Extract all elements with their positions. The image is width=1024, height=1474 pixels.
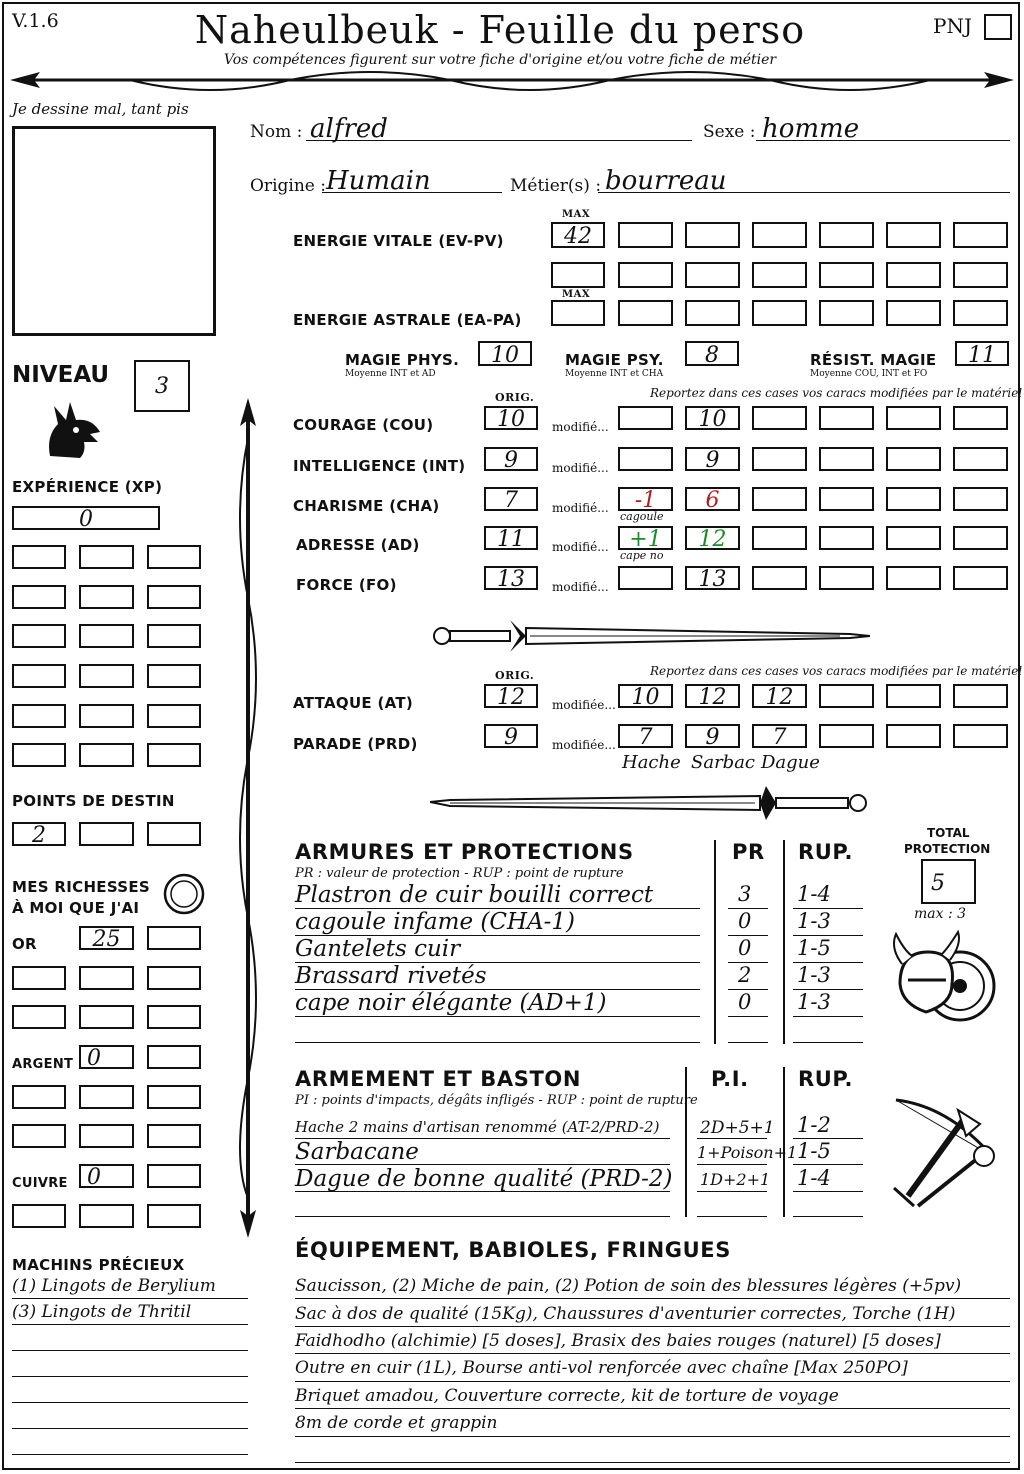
armure-name[interactable]: cagoule infame (CHA-1) bbox=[295, 909, 575, 935]
armures-col-divider bbox=[783, 840, 785, 1044]
magie-phys-label: MAGIE PHYS. bbox=[345, 351, 460, 369]
armement-subtitle: PI : points d'impacts, dégâts infligés - RUP : point de rupture bbox=[295, 1093, 698, 1108]
nom-underline bbox=[306, 140, 692, 141]
armure-rup[interactable]: 1-3 bbox=[797, 963, 831, 987]
carac-mod-box[interactable] bbox=[819, 406, 874, 430]
weapon-name: Hache bbox=[622, 752, 681, 773]
money-box[interactable] bbox=[79, 1085, 134, 1109]
arme-rup[interactable]: 1-5 bbox=[797, 1139, 831, 1163]
arme-line bbox=[697, 1164, 767, 1165]
equipement-underline bbox=[295, 1381, 1010, 1382]
ev-box[interactable] bbox=[618, 222, 673, 248]
arme-pi[interactable]: 1+Poison+1 bbox=[697, 1143, 798, 1162]
xp-box[interactable] bbox=[147, 545, 201, 569]
at-mod-box[interactable] bbox=[618, 684, 673, 708]
xp-box[interactable] bbox=[79, 545, 134, 569]
weapon-name: Sarbac bbox=[691, 752, 756, 773]
carac-mod-box[interactable] bbox=[618, 526, 673, 550]
carac-mod-box[interactable] bbox=[953, 406, 1008, 430]
xp-box[interactable] bbox=[79, 624, 134, 648]
carac-label-cha: CHARISME (CHA) bbox=[293, 497, 440, 515]
or-label: OR bbox=[12, 935, 37, 953]
cuivre-value: 0 bbox=[87, 1165, 101, 1190]
equipement-underline bbox=[295, 1462, 1010, 1463]
ev-box[interactable] bbox=[752, 222, 807, 248]
machin-line bbox=[12, 1428, 248, 1429]
cuivre-box[interactable] bbox=[147, 1164, 201, 1188]
prd-mod-box[interactable] bbox=[752, 724, 807, 748]
armure-pr[interactable]: 0 bbox=[738, 990, 752, 1014]
armure-line bbox=[793, 1042, 863, 1043]
pnj-checkbox[interactable] bbox=[984, 14, 1012, 40]
total-protection-value: 5 bbox=[931, 871, 945, 896]
armement-title: ARMEMENT ET BASTON bbox=[295, 1067, 582, 1091]
ea-box[interactable] bbox=[752, 300, 807, 326]
carac-orig-value: 11 bbox=[497, 527, 525, 552]
carac-mod-box[interactable] bbox=[685, 406, 740, 430]
machin-item[interactable]: (3) Lingots de Thritil bbox=[12, 1302, 192, 1322]
modifie-label: modifié... bbox=[552, 420, 609, 434]
prd-mod-box[interactable] bbox=[953, 724, 1008, 748]
armure-name[interactable]: Gantelets cuir bbox=[295, 936, 461, 962]
total-protection-label-2: PROTECTION bbox=[904, 842, 991, 856]
carac-mod-box[interactable] bbox=[752, 447, 807, 471]
xp-label: EXPÉRIENCE (XP) bbox=[12, 478, 163, 496]
money-box[interactable] bbox=[79, 1204, 134, 1228]
or-box[interactable] bbox=[79, 926, 134, 950]
metier-value[interactable]: bourreau bbox=[605, 166, 727, 196]
money-box[interactable] bbox=[147, 966, 201, 990]
carac-mod-box[interactable] bbox=[953, 487, 1008, 511]
arme-name[interactable]: Sarbacane bbox=[295, 1139, 419, 1165]
armure-line bbox=[295, 1016, 700, 1017]
destin-label: POINTS DE DESTIN bbox=[12, 792, 175, 810]
carac-mod-box[interactable] bbox=[953, 447, 1008, 471]
armure-pr[interactable]: 0 bbox=[738, 936, 752, 960]
richesses-label-1: MES RICHESSES bbox=[12, 878, 151, 896]
ev-max-value: 42 bbox=[564, 224, 592, 249]
ev-box[interactable] bbox=[819, 262, 874, 288]
argent-label: ARGENT bbox=[12, 1057, 74, 1072]
money-box[interactable] bbox=[12, 1124, 66, 1148]
armement-col-divider bbox=[783, 1067, 785, 1217]
machin-line bbox=[12, 1350, 248, 1351]
xp-box[interactable] bbox=[12, 704, 66, 728]
arme-name[interactable]: Dague de bonne qualité (PRD-2) bbox=[295, 1166, 673, 1192]
armure-name[interactable]: cape noir élégante (AD+1) bbox=[295, 990, 607, 1016]
armure-pr[interactable]: 3 bbox=[738, 882, 752, 906]
prd-mod-box[interactable] bbox=[886, 724, 941, 748]
xp-value: 0 bbox=[79, 507, 93, 532]
equipement-underline bbox=[295, 1353, 1010, 1354]
carac-orig-value: 13 bbox=[497, 567, 525, 592]
carac-orig-value: 10 bbox=[497, 407, 525, 432]
armement-col-divider bbox=[685, 1067, 687, 1217]
or-box[interactable] bbox=[147, 926, 201, 950]
modifie-label: modifié... bbox=[552, 540, 609, 554]
machin-item[interactable]: (1) Lingots de Berylium bbox=[12, 1276, 216, 1296]
modifie-label: modifiée... bbox=[552, 738, 616, 752]
pr-header: PR bbox=[732, 840, 765, 864]
arme-line bbox=[793, 1191, 863, 1192]
equipement-underline bbox=[295, 1436, 1010, 1437]
sexe-label: Sexe : bbox=[703, 122, 756, 142]
carac-mod-value: +1 bbox=[629, 527, 662, 552]
pnj-label: PNJ bbox=[933, 14, 972, 38]
armure-pr[interactable]: 2 bbox=[738, 963, 752, 987]
arme-pi[interactable]: 1D+2+1 bbox=[700, 1170, 771, 1189]
sheet-title: Naheulbeuk - Feuille du perso bbox=[194, 8, 806, 52]
xp-box[interactable] bbox=[12, 664, 66, 688]
arme-rup[interactable]: 1-4 bbox=[797, 1166, 831, 1190]
carac-mod-box[interactable] bbox=[752, 406, 807, 430]
origine-label: Origine : bbox=[250, 176, 326, 196]
vertical-spear-ornament bbox=[230, 398, 266, 1238]
pi-header: P.I. bbox=[711, 1067, 749, 1091]
argent-box[interactable] bbox=[147, 1045, 201, 1069]
arme-pi[interactable]: 2D+5+1 bbox=[700, 1118, 775, 1138]
ea-box[interactable] bbox=[685, 300, 740, 326]
carac-mod-box[interactable] bbox=[953, 566, 1008, 590]
ev-box[interactable] bbox=[752, 262, 807, 288]
at-mod-box[interactable] bbox=[953, 684, 1008, 708]
carac-label-cou: COURAGE (COU) bbox=[293, 416, 434, 434]
carac-mod-note: cape no bbox=[620, 549, 664, 562]
money-box[interactable] bbox=[12, 1005, 66, 1029]
arme-line bbox=[295, 1164, 670, 1165]
arme-line bbox=[697, 1216, 767, 1217]
armure-rup[interactable]: 1-4 bbox=[797, 882, 831, 906]
or-value: 25 bbox=[92, 927, 121, 952]
destin-box[interactable] bbox=[147, 822, 201, 846]
at-mod-value: 12 bbox=[765, 685, 794, 710]
armure-rup[interactable]: 1-5 bbox=[797, 936, 831, 960]
max-protection-note: max : 3 bbox=[914, 906, 967, 922]
carac-mod-box[interactable] bbox=[886, 406, 941, 430]
equipement-underline bbox=[295, 1408, 1010, 1409]
at-mod-value: 12 bbox=[698, 685, 727, 710]
carac-orig-box[interactable] bbox=[484, 566, 538, 590]
carac-mod-box[interactable] bbox=[886, 487, 941, 511]
xp-box[interactable] bbox=[12, 545, 66, 569]
modifie-label: modifié... bbox=[552, 461, 609, 475]
prd-label: PARADE (PRD) bbox=[293, 735, 418, 753]
carac-orig-box[interactable] bbox=[484, 447, 538, 471]
caracs-orig-label: ORIG. bbox=[495, 391, 535, 404]
dragon-icon bbox=[40, 396, 106, 462]
arme-line bbox=[295, 1191, 670, 1192]
carac-mod-box[interactable] bbox=[752, 526, 807, 550]
ea-box[interactable] bbox=[618, 300, 673, 326]
carac-mod-value: 13 bbox=[698, 567, 727, 592]
carac-orig-value: 9 bbox=[504, 448, 518, 473]
caracs-report-note: Reportez dans ces cases vos caracs modifiées par le matériel bbox=[650, 386, 1023, 400]
prd-mod-box[interactable] bbox=[618, 724, 673, 748]
combat-orig-label: ORIG. bbox=[495, 669, 535, 682]
equipement-line[interactable]: Sac à dos de qualité (15Kg), Chaussures d'aventurier correctes, Torche (1H) bbox=[295, 1304, 956, 1324]
at-mod-value: 10 bbox=[631, 685, 660, 710]
money-box[interactable] bbox=[79, 1005, 134, 1029]
cuivre-label: CUIVRE bbox=[12, 1176, 68, 1191]
machin-line bbox=[12, 1324, 248, 1325]
magie-phys-box[interactable] bbox=[478, 341, 532, 366]
money-box[interactable] bbox=[147, 1085, 201, 1109]
carac-mod-box[interactable] bbox=[618, 566, 673, 590]
subtitle: Vos compétences figurent sur votre fiche d'origine et/ou votre fiche de métier bbox=[223, 52, 777, 68]
portrait-caption: Je dessine mal, tant pis bbox=[12, 100, 189, 118]
carac-label-int: INTELLIGENCE (INT) bbox=[293, 457, 466, 475]
xp-box[interactable] bbox=[79, 585, 134, 609]
armure-line bbox=[295, 1042, 700, 1043]
magie-psy-value: 8 bbox=[705, 343, 719, 368]
total-protection-box[interactable] bbox=[921, 859, 976, 904]
armure-rup[interactable]: 1-3 bbox=[797, 990, 831, 1014]
magie-phys-sub: Moyenne INT et AD bbox=[345, 369, 436, 379]
at-orig-value: 12 bbox=[497, 685, 525, 710]
modifie-label: modifié... bbox=[552, 501, 609, 515]
prd-mod-box[interactable] bbox=[819, 724, 874, 748]
portrait-box[interactable] bbox=[12, 126, 216, 336]
equipement-underline bbox=[295, 1326, 1010, 1327]
ev-box[interactable] bbox=[953, 222, 1008, 248]
resist-magie-label: RÉSIST. MAGIE bbox=[810, 351, 937, 369]
at-mod-box[interactable] bbox=[685, 684, 740, 708]
sexe-value[interactable]: homme bbox=[762, 114, 860, 144]
origine-value[interactable]: Humain bbox=[326, 166, 431, 196]
ev-box[interactable] bbox=[618, 262, 673, 288]
resist-magie-box[interactable] bbox=[955, 341, 1009, 366]
ev-box[interactable] bbox=[685, 262, 740, 288]
metier-underline bbox=[598, 192, 1010, 193]
header-spear-ornament bbox=[10, 66, 1014, 100]
xp-box[interactable] bbox=[147, 704, 201, 728]
carac-mod-box[interactable] bbox=[685, 566, 740, 590]
money-box[interactable] bbox=[12, 1085, 66, 1109]
ea-max-box[interactable] bbox=[551, 300, 605, 326]
equipement-line[interactable]: Briquet amadou, Couverture correcte, kit de torture de voyage bbox=[295, 1386, 839, 1406]
xp-total-box[interactable] bbox=[12, 506, 160, 530]
armure-line bbox=[728, 1042, 768, 1043]
niveau-box[interactable] bbox=[134, 360, 190, 412]
at-label: ATTAQUE (AT) bbox=[293, 694, 414, 712]
carac-mod-box[interactable] bbox=[953, 526, 1008, 550]
rup-header: RUP. bbox=[798, 840, 854, 864]
prd-mod-value: 9 bbox=[705, 725, 720, 750]
xp-box[interactable] bbox=[147, 624, 201, 648]
niveau-value: 3 bbox=[155, 374, 169, 399]
ev-box[interactable] bbox=[819, 222, 874, 248]
arme-line bbox=[697, 1191, 767, 1192]
resist-magie-sub: Moyenne COU, INT et FO bbox=[810, 369, 928, 379]
armement-rup-header: RUP. bbox=[798, 1067, 854, 1091]
xp-box[interactable] bbox=[12, 624, 66, 648]
at-orig-box[interactable] bbox=[484, 684, 538, 708]
carac-mod-box[interactable] bbox=[819, 487, 874, 511]
metier-label: Métier(s) : bbox=[510, 176, 602, 196]
magie-psy-sub: Moyenne INT et CHA bbox=[565, 369, 664, 379]
machin-line bbox=[12, 1454, 248, 1455]
xp-box[interactable] bbox=[147, 743, 201, 767]
ev-label: ENERGIE VITALE (EV-PV) bbox=[293, 232, 504, 250]
ea-box[interactable] bbox=[953, 300, 1008, 326]
carac-mod-box[interactable] bbox=[886, 447, 941, 471]
weapon-name: Dague bbox=[761, 752, 820, 773]
armures-title: ARMURES ET PROTECTIONS bbox=[295, 840, 634, 864]
ev-max-label: MAX bbox=[562, 209, 591, 220]
sword-icon bbox=[430, 782, 870, 824]
xp-box[interactable] bbox=[79, 743, 134, 767]
money-box[interactable] bbox=[12, 1204, 66, 1228]
armure-line bbox=[793, 1016, 863, 1017]
destin-value: 2 bbox=[32, 823, 46, 848]
equipement-line[interactable]: Outre en cuir (1L), Bourse anti-vol renforcée avec chaîne [Max 250PO] bbox=[295, 1358, 908, 1378]
carac-mod-value: -1 bbox=[634, 488, 657, 513]
carac-label-fo: FORCE (FO) bbox=[296, 576, 397, 594]
richesses-label-2: À MOI QUE J'AI bbox=[12, 899, 140, 917]
armures-col-divider bbox=[714, 840, 716, 1044]
arme-rup[interactable]: 1-2 bbox=[797, 1113, 831, 1137]
xp-box[interactable] bbox=[79, 664, 134, 688]
arme-line bbox=[793, 1216, 863, 1217]
carac-mod-box[interactable] bbox=[618, 447, 673, 471]
arme-line bbox=[697, 1138, 767, 1139]
sword-icon bbox=[430, 612, 870, 658]
xp-box[interactable] bbox=[12, 743, 66, 767]
arme-name[interactable]: Hache 2 mains d'artisan renommé (AT-2/PRD-2) bbox=[295, 1118, 660, 1136]
machin-line bbox=[12, 1402, 248, 1403]
ea-box[interactable] bbox=[819, 300, 874, 326]
origine-underline bbox=[322, 192, 502, 193]
at-mod-box[interactable] bbox=[886, 684, 941, 708]
carac-mod-box[interactable] bbox=[886, 526, 941, 550]
money-box[interactable] bbox=[147, 1204, 201, 1228]
nom-label: Nom : bbox=[250, 122, 303, 142]
prd-mod-value: 7 bbox=[638, 725, 653, 750]
carac-mod-value: 12 bbox=[698, 527, 727, 552]
money-box[interactable] bbox=[12, 966, 66, 990]
sexe-underline bbox=[756, 140, 1010, 141]
carac-orig-value: 7 bbox=[504, 488, 518, 513]
coin-icon bbox=[162, 872, 206, 916]
arme-line bbox=[295, 1216, 670, 1217]
ea-max-label: MAX bbox=[562, 289, 591, 300]
money-box[interactable] bbox=[79, 1124, 134, 1148]
carac-mod-box[interactable] bbox=[685, 487, 740, 511]
prd-mod-box[interactable] bbox=[685, 724, 740, 748]
niveau-label: NIVEAU bbox=[12, 362, 110, 388]
carac-mod-box[interactable] bbox=[685, 447, 740, 471]
armures-subtitle: PR : valeur de protection - RUP : point de rupture bbox=[295, 866, 624, 881]
carac-mod-box[interactable] bbox=[886, 566, 941, 590]
equipement-title: ÉQUIPEMENT, BABIOLES, FRINGUES bbox=[295, 1238, 731, 1262]
carac-mod-box[interactable] bbox=[618, 487, 673, 511]
carac-orig-box[interactable] bbox=[484, 526, 538, 550]
carac-mod-box[interactable] bbox=[819, 526, 874, 550]
at-mod-box[interactable] bbox=[819, 684, 874, 708]
version-label: V.1.6 bbox=[12, 10, 59, 32]
destin-box[interactable] bbox=[12, 822, 66, 846]
money-box[interactable] bbox=[147, 1124, 201, 1148]
carac-mod-box[interactable] bbox=[752, 487, 807, 511]
carac-mod-box[interactable] bbox=[819, 566, 874, 590]
armure-pr[interactable]: 0 bbox=[738, 909, 752, 933]
equipement-line[interactable]: Faidhodho (alchimie) [5 doses], Brasix des baies rouges (naturel) [5 doses] bbox=[295, 1331, 941, 1351]
prd-orig-box[interactable] bbox=[484, 724, 538, 748]
equipement-line[interactable]: 8m de corde et grappin bbox=[295, 1413, 498, 1433]
ea-label: ENERGIE ASTRALE (EA-PA) bbox=[293, 311, 522, 329]
machins-label: MACHINS PRÉCIEUX bbox=[12, 1256, 185, 1274]
ev-box[interactable] bbox=[886, 262, 941, 288]
xp-box[interactable] bbox=[147, 664, 201, 688]
destin-box[interactable] bbox=[79, 822, 134, 846]
carac-mod-box[interactable] bbox=[752, 566, 807, 590]
xp-box[interactable] bbox=[12, 585, 66, 609]
magie-psy-box[interactable] bbox=[685, 341, 739, 366]
weapons-icon bbox=[888, 1096, 1000, 1212]
arme-line bbox=[793, 1164, 863, 1165]
argent-box[interactable] bbox=[79, 1045, 134, 1069]
money-box[interactable] bbox=[147, 1005, 201, 1029]
carac-mod-box[interactable] bbox=[618, 406, 673, 430]
at-mod-box[interactable] bbox=[752, 684, 807, 708]
armure-line bbox=[728, 1016, 768, 1017]
carac-mod-value: 6 bbox=[705, 488, 720, 513]
carac-mod-box[interactable] bbox=[685, 526, 740, 550]
carac-mod-value: 9 bbox=[705, 448, 720, 473]
carac-orig-box[interactable] bbox=[484, 406, 538, 430]
equipement-line[interactable]: Saucisson, (2) Miche de pain, (2) Potion de soin des blessures légères (+5pv) bbox=[295, 1276, 962, 1296]
carac-mod-value: 10 bbox=[698, 407, 727, 432]
carac-orig-box[interactable] bbox=[484, 487, 538, 511]
armure-name[interactable]: Plastron de cuir bouilli correct bbox=[295, 882, 654, 908]
ev-box[interactable] bbox=[953, 262, 1008, 288]
xp-box[interactable] bbox=[147, 585, 201, 609]
machin-line bbox=[12, 1376, 248, 1377]
carac-mod-note: cagoule bbox=[620, 510, 664, 523]
total-protection-label-1: TOTAL bbox=[927, 826, 970, 840]
cuivre-box[interactable] bbox=[79, 1164, 134, 1188]
machin-line bbox=[12, 1298, 248, 1299]
argent-value: 0 bbox=[87, 1046, 101, 1071]
xp-box[interactable] bbox=[79, 704, 134, 728]
prd-mod-value: 7 bbox=[772, 725, 787, 750]
armure-name[interactable]: Brassard rivetés bbox=[295, 963, 487, 989]
money-box[interactable] bbox=[79, 966, 134, 990]
ea-box[interactable] bbox=[886, 300, 941, 326]
ev-box[interactable] bbox=[685, 222, 740, 248]
modifie-label: modifiée... bbox=[552, 698, 616, 712]
combat-report-note: Reportez dans ces cases vos caracs modifiées par le matériel bbox=[650, 664, 1023, 678]
helmet-shield-icon bbox=[890, 924, 1000, 1034]
carac-label-ad: ADRESSE (AD) bbox=[296, 536, 420, 554]
resist-magie-value: 11 bbox=[968, 343, 996, 368]
prd-orig-value: 9 bbox=[504, 725, 518, 750]
ev-max-box[interactable] bbox=[551, 222, 605, 248]
ev-box[interactable] bbox=[551, 262, 605, 288]
equipement-underline bbox=[295, 1298, 1010, 1299]
ev-box[interactable] bbox=[886, 222, 941, 248]
modifie-label: modifié... bbox=[552, 580, 609, 594]
magie-psy-label: MAGIE PSY. bbox=[565, 351, 664, 369]
armure-rup[interactable]: 1-3 bbox=[797, 909, 831, 933]
carac-mod-box[interactable] bbox=[819, 447, 874, 471]
nom-value[interactable]: alfred bbox=[310, 114, 388, 144]
magie-phys-value: 10 bbox=[491, 343, 519, 368]
